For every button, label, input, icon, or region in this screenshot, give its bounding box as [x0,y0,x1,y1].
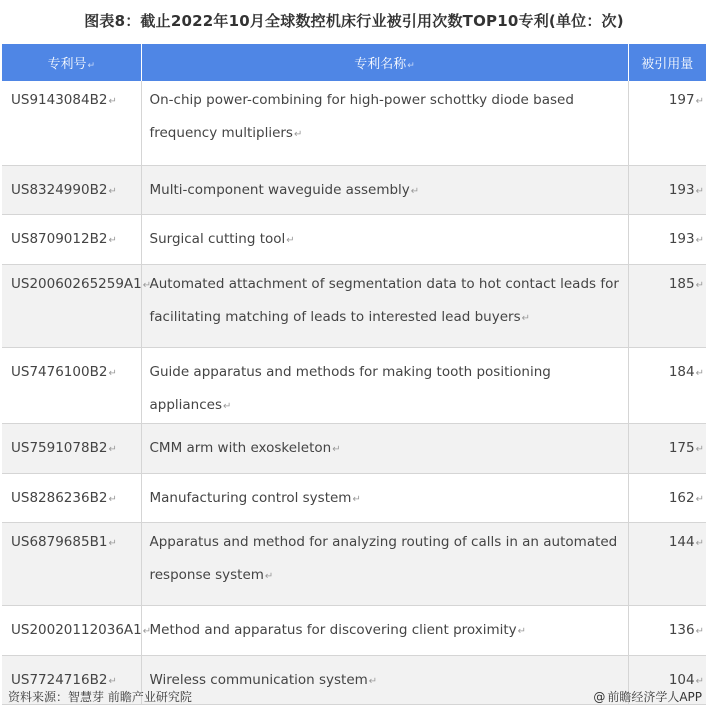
patent-name-cell: Manufacturing control system↵ [141,473,628,522]
page-title: 图表8：截止2022年10月全球数控机床行业被引用次数TOP10专利(单位：次) [84,12,624,30]
citation-count-cell: 184↵ [628,347,706,423]
patent-no-cell: US8709012B2↵ [2,214,141,264]
citation-count-cell: 136↵ [628,605,706,655]
citation-count-cell: 162↵ [628,473,706,522]
footer [0,688,708,708]
patent-name-cell: Apparatus and method for analyzing routing of calls in an automated response system↵ [141,522,628,605]
header-patent-name: 专利名称↵ [141,44,628,81]
source-note: 资料来源：智慧芽 前瞻产业研究院 [8,690,192,704]
patent-no-cell: US6879685B1↵ [2,522,141,605]
table-row [2,264,706,347]
table-row [2,423,706,473]
patent-name-cell: On-chip power-combining for high-power schottky diode based frequency multipliers↵ [141,81,628,165]
citation-count-cell: 144↵ [628,522,706,605]
patent-name-cell: Automated attachment of segmentation data to hot contact leads for facilitating matching of leads to interested lead buyers↵ [141,264,628,347]
patent-no-cell: US7591078B2↵ [2,423,141,473]
patent-no-cell: US7724716B2↵ [2,655,141,704]
patent-no-cell: US20020112036A1↵ [2,605,141,655]
patent-no-cell: US8324990B2↵ [2,165,141,214]
citation-count-cell: 193↵ [628,214,706,264]
patent-name-cell: Guide apparatus and methods for making tooth positioning appliances↵ [141,347,628,423]
citation-count-cell: 104↵ [628,655,706,704]
citation-count-cell: 197↵ [628,81,706,165]
patent-no-cell: US8286236B2↵ [2,473,141,522]
app-name: 前瞻经济学人APP [607,690,702,704]
header-patent-no: 专利号↵ [2,44,141,81]
citation-count-cell: 175↵ [628,423,706,473]
patent-table [2,44,706,705]
table-header-row [2,44,706,81]
citation-count-cell: 193↵ [628,165,706,214]
table-row [2,473,706,522]
patent-no-cell: US20060265259A1↵ [2,264,141,347]
table-row [2,605,706,655]
patent-name-cell: Surgical cutting tool↵ [141,214,628,264]
patent-name-cell: CMM arm with exoskeleton↵ [141,423,628,473]
citation-count-cell: 185↵ [628,264,706,347]
table-row [2,347,706,423]
patent-name-cell: Multi-component waveguide assembly↵ [141,165,628,214]
patent-no-cell: US9143084B2↵ [2,81,141,165]
patent-name-cell: Method and apparatus for discovering client proximity↵ [141,605,628,655]
table-row [2,81,706,165]
patent-no-cell: US7476100B2↵ [2,347,141,423]
table-row [2,165,706,214]
table-row [2,214,706,264]
at-icon: @ [593,689,606,704]
app-credit [593,688,702,705]
patent-name-cell: Wireless communication system↵ [141,655,628,704]
header-citation-count: 被引用量 [628,44,706,81]
table-row [2,522,706,605]
